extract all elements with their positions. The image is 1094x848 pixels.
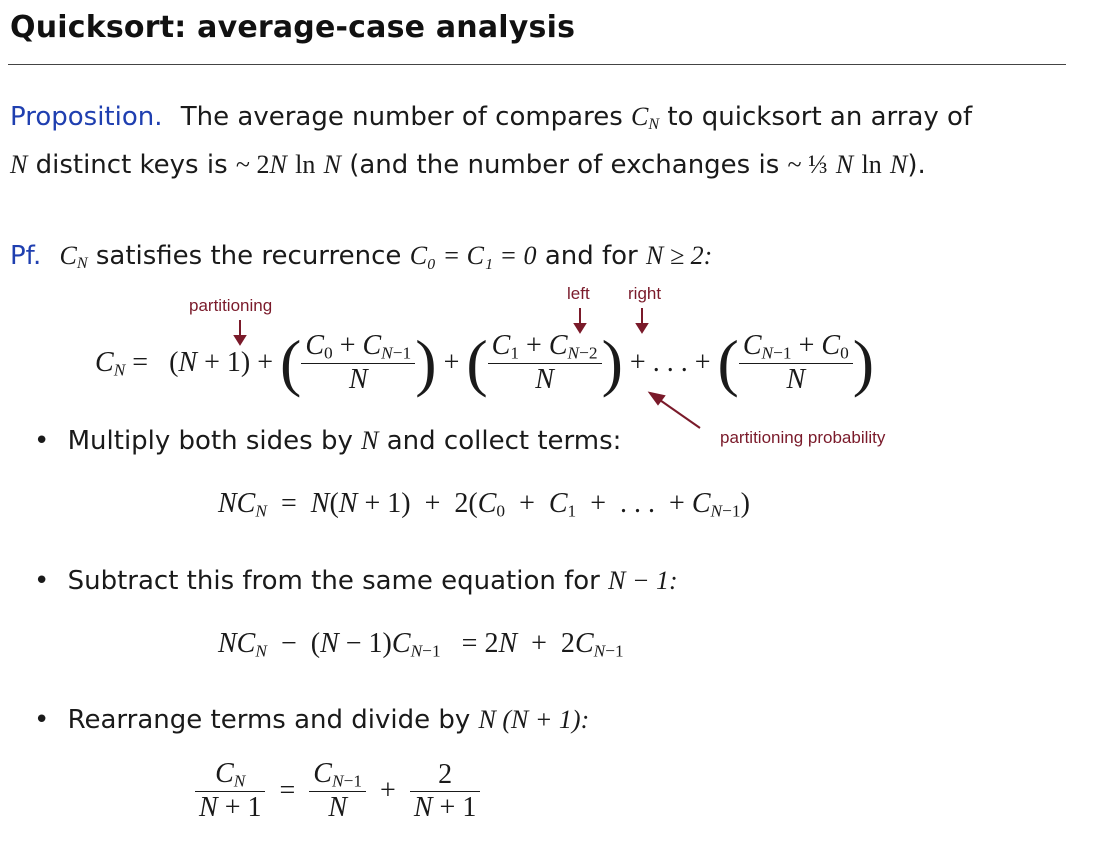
bullet-1-var: N	[361, 426, 379, 455]
proposition-text-5: ).	[907, 150, 926, 180]
proposition-text-4: (and the number of exchanges is	[349, 150, 780, 180]
proposition-n: N	[10, 150, 28, 179]
bullet-2-var: N − 1:	[608, 566, 678, 595]
bullet-1	[34, 426, 621, 456]
bullet-3-text: Rearrange terms and divide by	[67, 705, 471, 735]
bullet-3	[34, 705, 589, 735]
annotation-partitioning-probability: partitioning probability	[720, 428, 886, 447]
recurrence-equation: $C_N = (N + 1)$ + ( $\frac{C_0 + C_{N-1}}{N}$ ) + ( $\frac{C_1 + C_{N-2}}{N}$ ) + . . . + ( $\frac{C_{N-1} + C_0}{N}$ )	[95, 327, 875, 399]
slide-title: Quicksort: average-case analysis	[10, 10, 576, 45]
arrow-probability-icon	[657, 398, 700, 428]
proof-text-2: and for	[544, 241, 638, 271]
proposition-ln: ln	[295, 150, 316, 179]
proposition-ln2: ln	[861, 150, 882, 179]
proof-recurrence: C₀ = C₁ = 0	[409, 241, 537, 270]
bullet-2	[34, 566, 678, 596]
bullet-2-text: Subtract this from the same equation for	[67, 566, 600, 596]
annotation-left: left	[567, 284, 590, 303]
proof-cn: $C_N$	[59, 241, 88, 273]
equation-4: $\frac{C_N}{N + 1}$ = $\frac{C_{N-1}}{N}$ + $\frac{2}{N + 1}$	[195, 758, 480, 824]
bullet-1-tail: and collect terms:	[386, 426, 622, 456]
proposition-text-2: to quicksort an array of	[667, 102, 973, 132]
proof-text-1: satisfies the recurrence	[95, 241, 402, 271]
proposition-n3: N	[835, 150, 854, 179]
annotation-partitioning: partitioning	[189, 296, 273, 315]
equation-3: $NC_N - (N - 1)C_{N-1} = 2N + 2C_{N-1}$	[218, 628, 624, 661]
proposition-nln-n: N	[269, 150, 287, 179]
proof-label: Pf.	[10, 241, 42, 271]
proposition-label: Proposition.	[10, 102, 163, 132]
proposition-text-3: distinct keys is	[35, 150, 228, 180]
proposition-n4: N	[889, 150, 908, 179]
bullet-dot-icon: •	[34, 705, 50, 735]
proposition-approx-2: ~ ⅓	[787, 150, 828, 179]
proposition-approx-1: ~ 2	[235, 150, 270, 179]
equation-2: $NC_N = N(N + 1) + 2(C_0 + C_1$ + . . . + $C_{N-1}$)	[218, 488, 750, 521]
proposition-text-1: The average number of compares	[180, 102, 623, 132]
bullet-3-var: N (N + 1):	[478, 705, 590, 734]
bullet-dot-icon: •	[34, 426, 50, 456]
proposition-n2: N	[323, 150, 341, 179]
proposition-cn: $C_N$	[631, 102, 660, 134]
bullet-1-text: Multiply both sides by	[67, 426, 353, 456]
annotation-right: right	[628, 284, 662, 303]
proof-condition: N ≥ 2:	[646, 241, 713, 270]
bullet-dot-icon: •	[34, 566, 50, 596]
